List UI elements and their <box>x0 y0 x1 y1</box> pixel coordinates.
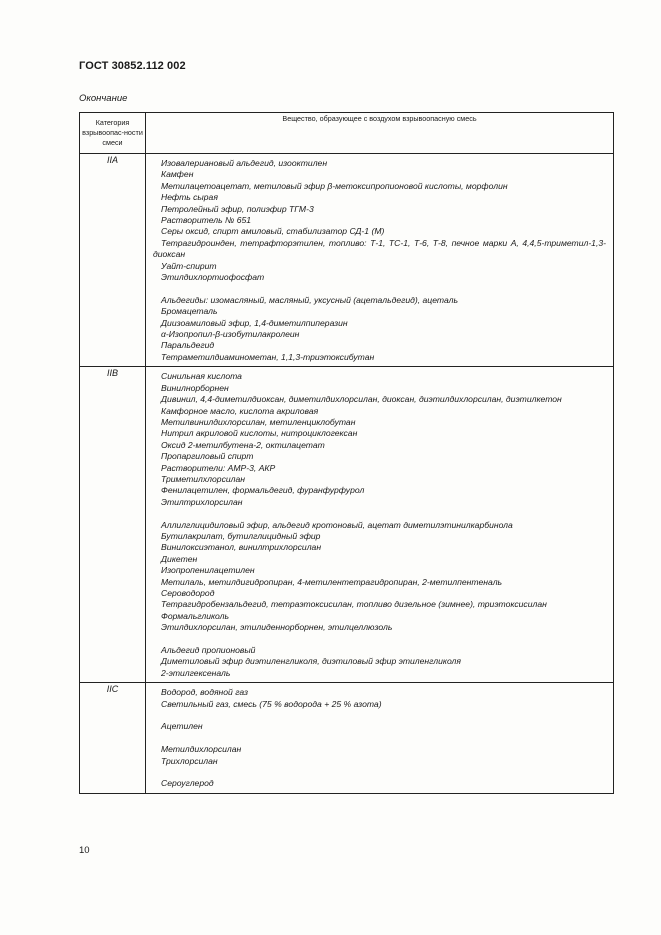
substance-entry: Метилвинилдихлорсилан, метиленциклобутан <box>161 416 356 427</box>
substance-entry: Петролейный эфир, полиэфир ТГМ-3 <box>161 203 314 214</box>
substance-entry: α-Изопропил-β-изобутилакролеин <box>161 329 300 340</box>
substance-entry: Тетраметилдиаминометан, 1,1,3-триэтоксибутан <box>161 351 375 362</box>
substance-entry: Паральдегид <box>161 340 215 351</box>
table-row <box>80 154 614 367</box>
substance-entry: Альдегид пропионовый <box>161 645 256 656</box>
substances-cell <box>146 683 614 794</box>
substance-entry: Диметиловый эфир диэтиленгликоля, диэтиловый эфир этиленгликоля <box>161 656 461 667</box>
table-row <box>80 367 614 683</box>
group-spacer <box>153 733 606 744</box>
substance-entry: Синильная кислота <box>161 371 242 382</box>
substance-entry: Этилдихлорсилан, этилиденнорборнен, этилцеллюзоль <box>161 622 393 633</box>
substance-entry: Ацетилен <box>161 721 203 732</box>
table-header-row <box>80 113 614 154</box>
category-cell: IIB <box>80 367 146 683</box>
group-spacer <box>153 710 606 721</box>
group-spacer <box>153 508 606 519</box>
substance-entry: Триметилхлорсилан <box>161 473 246 484</box>
substances-cell <box>146 367 614 683</box>
substance-entry: Формальгликоль <box>161 610 230 621</box>
substance-entry: Уайт-спирит <box>161 260 217 271</box>
table-continuation-label: Окончание <box>79 93 128 104</box>
substance-entry: Бромацеталь <box>161 306 218 317</box>
substance-entry: Аллилглицидиловый эфир, альдегид кротоновый, ацетат диметилэтинилкарбинола <box>161 519 513 530</box>
substance-entry: Серы оксид, спирт амиловый, стабилизатор СД-1 (М) <box>161 226 385 237</box>
substance-entry: Диизоамиловый эфир, 1,4-диметилпиперазин <box>161 317 348 328</box>
substance-entry: Водород, водяной газ <box>161 687 248 698</box>
table-row <box>80 683 614 794</box>
substance-entry: Альдегиды: изомасляный, масляный, уксусный (ацетальдегид), ацеталь <box>161 294 459 305</box>
substance-entry: Пропаргиловый спирт <box>161 451 254 462</box>
group-spacer <box>153 634 606 645</box>
substance-entry: Дикетен <box>161 553 198 564</box>
substance-entry: Изовалериановый альдегид, изооктилен <box>161 158 328 168</box>
substance-entry: Трихлорсилан <box>161 755 218 766</box>
substance-entry: Сероуглерод <box>161 778 214 789</box>
substance-entry: Этилдихлортиофосфат <box>161 272 265 283</box>
substance-entry: Растворитель № 651 <box>161 215 252 226</box>
substance-entry: Тетрагидроинден, тетрафторэтилен, топливо: Т-1, ТС-1, Т-6, Т-8, печное марки А, 4,4,5-триметил-1,3-диоксан <box>153 237 606 260</box>
substance-column-header: Вещество, образующее с воздухом взрывоопасную смесь <box>146 113 614 154</box>
substance-entry: Этилтрихлорсилан <box>161 496 243 507</box>
substance-entry: Фенилацетилен, формальдегид, фуранфурфурол <box>161 485 365 496</box>
substance-entry: Метилаль, метилдигидропиран, 4-метилентетрагидропиран, 2-метилпентеналь <box>161 576 503 587</box>
substance-entry: Камфен <box>161 169 194 180</box>
substance-entry: Камфорное масло, кислота акриловая <box>161 405 319 416</box>
substance-entry: Метилацетоацетат, метиловый эфир β-метоксипропионовой кислоты, морфолин <box>161 180 508 191</box>
substances-table <box>79 112 614 794</box>
substance-entry: Бутилакрилат, бутилглицидный эфир <box>161 530 321 541</box>
substance-entry: 2-этилгексеналь <box>161 667 231 678</box>
document-header: ГОСТ 30852.112 002 <box>79 60 186 72</box>
substance-entry: Изопропенилацетилен <box>161 565 255 576</box>
category-column-header: Категория взрывоопас-ности смеси <box>80 113 146 154</box>
table-body <box>80 154 614 794</box>
substance-entry: Нитрил акриловой кислоты, нитроциклогексан <box>161 428 358 439</box>
category-cell: IIA <box>80 154 146 367</box>
substances-cell <box>146 154 614 367</box>
substance-entry: Дивинил, 4,4-диметилдиоксан, диметилдихлорсилан, диоксан, диэтилдихлорсилан, диэтилкетон <box>161 394 562 405</box>
substance-entry: Винилоксиэтанол, винилтрихлорсилан <box>161 542 322 553</box>
category-cell: IIC <box>80 683 146 794</box>
substance-entry: Нефть сырая <box>161 192 218 203</box>
group-spacer <box>153 283 606 294</box>
substance-entry: Оксид 2-метилбутена-2, октилацетат <box>161 439 325 450</box>
substance-entry: Сероводород <box>161 588 215 598</box>
substance-entry: Растворители: АМР-3, АКР <box>161 462 276 473</box>
group-spacer <box>153 767 606 778</box>
page-number: 10 <box>79 845 90 856</box>
substance-entry: Метилдихлорсилан <box>161 744 242 755</box>
substance-entry: Винилнорборнен <box>161 382 229 393</box>
substance-entry: Тетрагидробензальдегид, тетраэтоксисилан, топливо дизельное (зимнее), триэтоксисилан <box>161 599 547 610</box>
substance-entry: Светильный газ, смесь (75 % водорода + 25 % азота) <box>161 698 382 709</box>
